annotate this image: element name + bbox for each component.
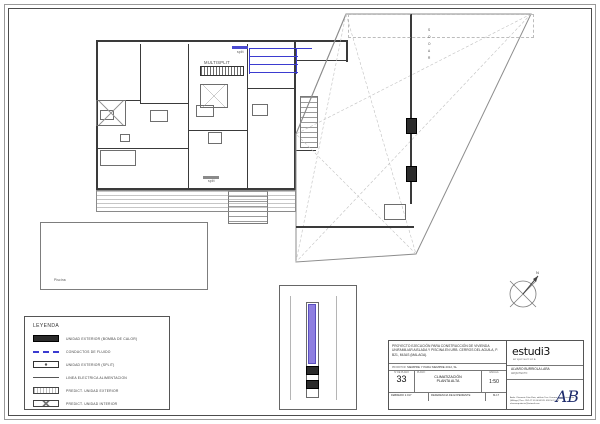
pipe-blue-riser-2: [296, 48, 297, 74]
partition-7: [188, 130, 247, 131]
project-description: PROYECTO EJECUCIÓN PARA CONSTRUCCIÓN DE VIVIENDA UNIFAMILIAR AISLADA Y PISCINA EN URB. CERROS DEL AGUILA, P. B21, MIJAS (MALAGA).: [392, 344, 498, 357]
boundary-wall-bottom: [296, 226, 414, 228]
legend-box: [24, 316, 170, 410]
skylight-center: [200, 84, 228, 108]
title-block-left: [389, 341, 507, 409]
plan-note-o2: O: [428, 42, 431, 46]
plan-title-2: PLANTA ALTA: [436, 379, 460, 383]
partition-6: [98, 148, 188, 149]
revision-caption-cell: REFERENCIA DE EXPEDIENTE: [429, 393, 486, 401]
partition-3: [188, 44, 189, 188]
promoter-name: SIEMPRE Y PARA SIEMPRE 2012, SL: [406, 365, 458, 369]
scale-value: 1:50: [489, 379, 499, 385]
title-block-grid: [389, 371, 506, 409]
scale-caption: ESCALA: [489, 372, 499, 374]
legend-label-0: UNIDAD EXTERIOR (BOMBA DE CALOR): [66, 336, 138, 341]
plan-title-cell: [415, 371, 482, 392]
bathtub: [100, 150, 136, 166]
plan-caption: PLANO:: [417, 372, 426, 374]
multisplit-outdoor-unit: [200, 66, 244, 76]
plan-label-multisplit: MULTISPLIT: [204, 60, 230, 65]
fixture-closet-3: [208, 132, 222, 144]
promoter-row: [389, 363, 506, 371]
plot-boundary: [286, 14, 546, 274]
legend-item-pred-exterior: [25, 384, 169, 397]
plan-note-a: A: [428, 49, 431, 53]
fixture-closet-4: [252, 104, 268, 116]
legend-title: LEYENDA: [33, 323, 60, 329]
pipe-blue-2: [250, 56, 298, 57]
studio-logo-sub: arquitectura: [513, 357, 537, 361]
terrace-band: [96, 190, 296, 212]
unit-exterior-icon: [33, 334, 59, 343]
plan-label-split-1: split: [237, 50, 244, 54]
title-block-row-date: [389, 393, 506, 401]
studio-logo: estudi3: [512, 345, 551, 358]
title-block-divider: [507, 365, 583, 366]
title-block-right: [507, 341, 583, 409]
legend-label-1: CONDUCTOS DE FLUIDO: [66, 349, 111, 354]
multisplit-icon: [33, 360, 59, 369]
title-block-row-plan: [389, 371, 506, 393]
electric-line-icon: [33, 373, 59, 382]
architect-name: ALVARO BURRIOLA LARA: [511, 367, 550, 371]
partition-4: [247, 44, 248, 188]
studio-address: Avda. Clemente Díaz Ruiz, edificio Tres Coronas, bajo. Fuengirola (Málaga) Tlno.: 952 47 31 64 MOVIL 659 50 15 64 alvaroarquitecto@hotmail.com: [510, 397, 575, 405]
sheet-number: 33: [396, 374, 407, 384]
legend-item-fluid-line: [25, 345, 169, 358]
architect-role: ARQUITECTO: [511, 372, 528, 375]
plan-note-s: S: [428, 28, 431, 32]
legend-label-2: UNIDAD EXTERIOR (SPLIT): [66, 362, 115, 367]
promoter-caption: PROMOTOR:: [392, 367, 407, 369]
detail-outdoor-unit-1: [306, 366, 319, 375]
legend-item-electric-line: [25, 371, 169, 384]
pipe-blue-riser: [249, 48, 250, 74]
plan-label-split-2: split: [208, 179, 215, 183]
pred-exterior-icon: [33, 386, 59, 395]
detail-duct: [308, 304, 316, 364]
title-block-divider-2: [507, 379, 583, 380]
plan-label-pool: Piscina: [54, 278, 66, 282]
plan-title-1: CLIMATIZACIÓN: [434, 375, 462, 379]
partition-2: [140, 103, 188, 104]
plan-note-o1: O: [428, 35, 431, 39]
legend-item-pred-interior: [25, 397, 169, 410]
north-label: N: [536, 270, 539, 275]
fixture-wc: [120, 134, 130, 142]
scale-cell: [482, 371, 506, 392]
split-unit-1: [232, 46, 248, 49]
partition-1: [140, 44, 141, 104]
revision-cell: M-17: [492, 394, 500, 397]
garden-structure: [384, 204, 406, 220]
pred-interior-icon: [33, 399, 59, 408]
sheet-number-cell: [389, 371, 415, 392]
plan-note-r: R: [428, 56, 431, 60]
legend-label-5: PREDICT. UNIDAD INTERIOR: [66, 401, 118, 406]
signature: AB: [555, 387, 579, 406]
sheet-number-caption: Nº DE PLANO: [394, 372, 409, 374]
fluid-line-icon: [33, 347, 59, 356]
detail-guide-left: [290, 296, 291, 400]
outdoor-unit-1: [406, 118, 417, 134]
fixture-closet: [150, 110, 168, 122]
legend-label-3: LINEA ELECTRICA ALIMENTACION: [66, 375, 127, 380]
legend-item-unit-exterior: [25, 332, 169, 345]
legend-label-4: PREDICT. UNIDAD EXTERIOR: [66, 388, 119, 393]
pipe-blue-4: [250, 72, 298, 73]
legend-item-multisplit: [25, 358, 169, 371]
dashed-extent-top: [348, 14, 534, 38]
outdoor-unit-2: [406, 166, 417, 182]
date-cell: FEBRERO 2.017: [389, 393, 429, 401]
roof-units-detail: [279, 285, 357, 410]
skylight-left: [96, 100, 126, 126]
detail-guide-right: [336, 296, 337, 400]
north-arrow: [500, 270, 546, 314]
pipe-blue-3: [250, 64, 298, 65]
pipe-blue-1: [250, 48, 312, 49]
detail-outdoor-unit-2: [306, 380, 319, 389]
title-block: [388, 340, 584, 410]
